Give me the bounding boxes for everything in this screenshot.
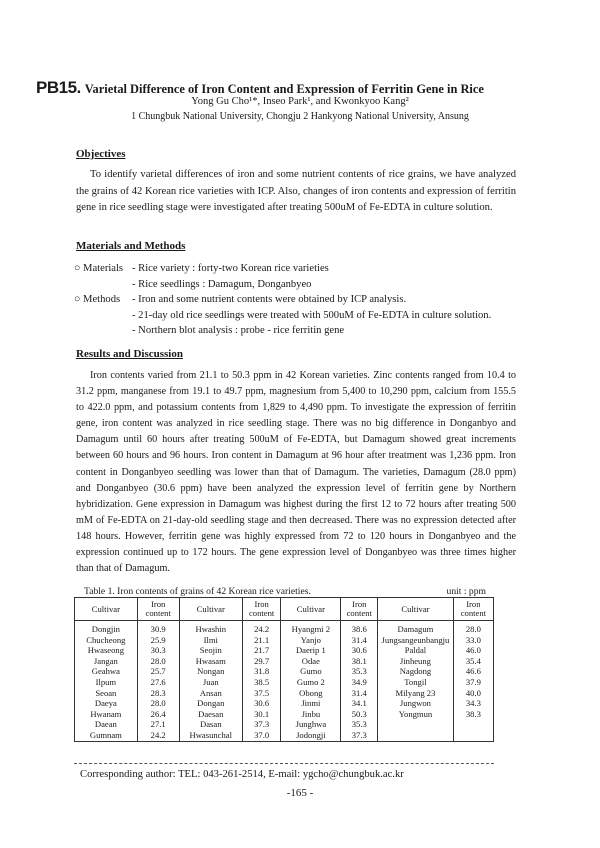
cultivar-cell: Jodongji (281, 730, 341, 741)
table-caption (84, 586, 486, 597)
iron-content-cell: 21.1 (242, 635, 281, 646)
results-heading: Results and Discussion (76, 348, 183, 360)
iron-content-cell: 31.4 (341, 635, 378, 646)
iron-content-cell: 27.6 (137, 677, 179, 688)
page-number: -165 - (286, 787, 314, 799)
iron-content-cell: 30.9 (137, 621, 179, 635)
column-header: Cultivar (75, 598, 138, 621)
iron-content-cell: 37.3 (242, 719, 281, 730)
iron-content-cell: 26.4 (137, 709, 179, 720)
table-row (75, 656, 494, 667)
cultivar-cell: Yongmun (378, 709, 454, 720)
cultivar-cell: Odae (281, 656, 341, 667)
iron-content-cell: 28.0 (453, 621, 493, 635)
footer-divider (74, 763, 494, 764)
iron-content-cell: 27.1 (137, 719, 179, 730)
iron-content-cell: 50.3 (341, 709, 378, 720)
table-header-row (75, 598, 494, 621)
cultivar-cell: Jinheung (378, 656, 454, 667)
iron-content-cell: 21.7 (242, 645, 281, 656)
cultivar-cell: Hwaseong (75, 645, 138, 656)
iron-content-cell: 30.6 (341, 645, 378, 656)
cultivar-cell: Dongan (179, 698, 242, 709)
iron-content-cell: 34.3 (453, 698, 493, 709)
cultivar-cell: Hwasunchal (179, 730, 242, 741)
cultivar-cell: Hwanam (75, 709, 138, 720)
iron-content-cell: 40.0 (453, 688, 493, 699)
iron-content-cell: 28.0 (137, 656, 179, 667)
iron-content-cell: 31.8 (242, 666, 281, 677)
iron-content-cell: 37.5 (242, 688, 281, 699)
list-item: ○ Materials - Rice variety : forty-two Korean rice varieties (74, 263, 329, 274)
iron-content-cell: 38.1 (341, 656, 378, 667)
cultivar-cell: Jinbu (281, 709, 341, 720)
iron-content-cell: 24.2 (242, 621, 281, 635)
table-row (75, 621, 494, 635)
cultivar-cell: Chucheong (75, 635, 138, 646)
iron-content-cell: 37.9 (453, 677, 493, 688)
iron-content-cell: 38.5 (242, 677, 281, 688)
cultivar-cell: Geahwa (75, 666, 138, 677)
cultivar-cell: Dongjin (75, 621, 138, 635)
iron-content-cell: 30.6 (242, 698, 281, 709)
table-row (75, 666, 494, 677)
cultivar-cell: Nongan (179, 666, 242, 677)
table-row (75, 688, 494, 699)
cultivar-cell: Ansan (179, 688, 242, 699)
cultivar-cell: Seojin (179, 645, 242, 656)
iron-content-cell: 25.9 (137, 635, 179, 646)
cultivar-cell (378, 730, 454, 741)
cultivar-cell: Juan (179, 677, 242, 688)
cultivar-cell: Yanjo (281, 635, 341, 646)
affiliations: 1 Chungbuk National University, Chongju 2 Hankyong National University, Ansung (131, 111, 469, 122)
paper-title: Varietal Difference of Iron Content and Expression of Ferritin Gene in Rice (84, 82, 484, 96)
iron-content-cell: 25.7 (137, 666, 179, 677)
column-header: Iron content (137, 598, 179, 621)
iron-content-cell: 24.2 (137, 730, 179, 741)
cultivar-cell: Ilpum (75, 677, 138, 688)
iron-content-cell: 35.3 (341, 719, 378, 730)
cultivar-cell: Paldal (378, 645, 454, 656)
iron-content-cell: 30.1 (242, 709, 281, 720)
column-header: Iron content (242, 598, 281, 621)
cultivar-cell: Daesan (179, 709, 242, 720)
cultivar-cell: Daeya (75, 698, 138, 709)
iron-content-cell: 29.7 (242, 656, 281, 667)
list-item: - 21-day old rice seedlings were treated with 500uM of Fe-EDTA in culture solution. (132, 309, 492, 321)
column-header: Cultivar (179, 598, 242, 621)
authors: Yong Gu Cho¹*, Inseo Park¹, and Kwonkyoo Kang² (191, 96, 409, 107)
list-item: - Northern blot analysis : probe - rice ferritin gene (132, 325, 345, 337)
cultivar-cell: Tongil (378, 677, 454, 688)
list-item: ○ Methods - Iron and some nutrient contents were obtained by ICP analysis. (74, 294, 407, 306)
iron-content-cell: 34.1 (341, 698, 378, 709)
iron-content-cell: 38.3 (453, 709, 493, 720)
column-header: Cultivar (378, 598, 454, 621)
column-header: Iron content (341, 598, 378, 621)
iron-content-cell: 35.4 (453, 656, 493, 667)
iron-content-cell: 46.6 (453, 666, 493, 677)
cultivar-cell: Hyangmi 2 (281, 621, 341, 635)
materials-heading: Materials and Methods (76, 240, 186, 252)
objectives-text: To identify varietal differences of iron and some nutrient contents of rice grains, we have analyzed the grains of 42 Korean rice varieties with ICP. Also, changes of iron contents and expression of ferritin gene in rice seedling stage were investigated after treating 500uM of Fe-EDTA in culture solution. (76, 169, 516, 214)
cultivar-cell: Hwasam (179, 656, 242, 667)
column-header: Iron content (453, 598, 493, 621)
cultivar-cell: Junghwa (281, 719, 341, 730)
cultivar-cell: Seoan (75, 688, 138, 699)
cultivar-cell: Hwashin (179, 621, 242, 635)
cultivar-cell: Damagum (378, 621, 454, 635)
iron-content-cell: 30.3 (137, 645, 179, 656)
table-row (75, 698, 494, 709)
cultivar-cell: Gumo 2 (281, 677, 341, 688)
cultivar-cell: Obong (281, 688, 341, 699)
objectives-heading: Objectives (76, 148, 126, 160)
iron-content-cell: 35.3 (341, 666, 378, 677)
iron-content-cell: 37.3 (341, 730, 378, 741)
cultivar-cell: Jungsangeunbangju (378, 635, 454, 646)
table-row (75, 635, 494, 646)
title-row (36, 78, 576, 98)
table-row (75, 677, 494, 688)
table-body (75, 621, 494, 742)
cultivar-cell: Gumo (281, 666, 341, 677)
iron-content-cell: 46.0 (453, 645, 493, 656)
cultivar-cell: Dasan (179, 719, 242, 730)
iron-content-cell (453, 730, 493, 741)
iron-content-cell: 28.0 (137, 698, 179, 709)
table-unit: unit : ppm (446, 586, 486, 597)
iron-content-cell: 31.4 (341, 688, 378, 699)
iron-content-cell: 33.0 (453, 635, 493, 646)
cultivar-cell: Gumnam (75, 730, 138, 741)
cultivar-cell: Daean (75, 719, 138, 730)
table-title: Table 1. Iron contents of grains of 42 Korean rice varieties. (84, 586, 311, 597)
cultivar-cell: Ilmi (179, 635, 242, 646)
table-row (75, 709, 494, 720)
table-row (75, 645, 494, 656)
materials-methods-list (74, 261, 491, 339)
cultivar-cell: Milyang 23 (378, 688, 454, 699)
cultivar-cell: Jangan (75, 656, 138, 667)
results-text: Iron contents varied from 21.1 to 50.3 ppm in 42 Korean varieties. Zinc contents ranged from 10.4 to 31.2 ppm, manganese from 19.1 to 49.7 ppm, magnesium from 5,400 to 10,290 ppm, calcium from 155.5 to 422.0 ppm, and potassium contents from 1,829 to 4,490 ppm. To investigate the expression of ferritin gene, iron content was analyzed in rice seedling stage. There was no big difference in Donganbyo and Damagum until 60 hours after treating 500uM of Fe-EDTA, but Damagum showed great increments between 60 hours and 96 hours. Iron content in Damagum at 96 hour after treatment was 1,236 ppm. Iron content in Donganbyeo seedling was lower than that of Damagum. The varieties, Damagum (28.0 ppm) and Donganbyeo (30.6 ppm) have been analyzed the expression level of ferritin gene by Northern hybridization. Gene expression in Damagum was highest during the first 12 to 72 hours after treating 500 mM of Fe-EDTA on 21-day-old seedling stage and then decreased. There was no expression detected after 148 hours. However, ferritin gene was highly expressed from 72 to 120 hours in Donganbyeo and the expression continued up to 172 hours. The gene expression level of Donganbyeo was three times higher than that of Damagum. (76, 370, 516, 575)
table-row (75, 730, 494, 741)
iron-content-cell: 28.3 (137, 688, 179, 699)
iron-content-cell: 34.9 (341, 677, 378, 688)
corresponding-author: Corresponding author: TEL: 043-261-2514, E-mail: ygcho@chungbuk.ac.kr (80, 769, 404, 780)
cultivar-cell: Nagdong (378, 666, 454, 677)
list-item: - Rice seedlings : Damagum, Donganbyeo (132, 278, 312, 290)
abstract-code: PB15. (36, 78, 81, 97)
cultivar-cell: Jinmi (281, 698, 341, 709)
iron-content-cell (453, 719, 493, 730)
iron-content-table (74, 597, 494, 742)
cultivar-cell: Jungwon (378, 698, 454, 709)
iron-content-cell: 37.0 (242, 730, 281, 741)
table-row (75, 719, 494, 730)
iron-content-cell: 38.6 (341, 621, 378, 635)
column-header: Cultivar (281, 598, 341, 621)
cultivar-cell: Daerip 1 (281, 645, 341, 656)
cultivar-cell (378, 719, 454, 730)
